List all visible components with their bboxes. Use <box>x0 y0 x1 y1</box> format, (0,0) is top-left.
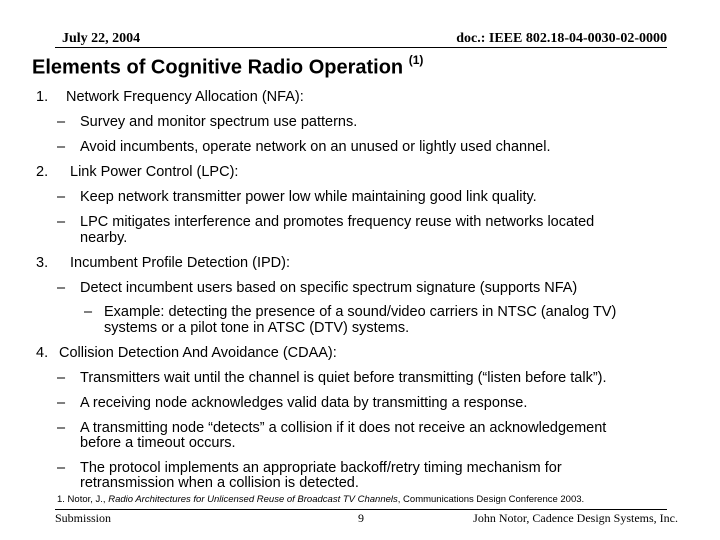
item-3-label: Incumbent Profile Detection (IPD): <box>70 255 291 271</box>
footer-author: John Notor, Cadence Design Systems, Inc. <box>473 511 678 525</box>
dash: – <box>57 214 66 230</box>
item-1-sub-2: Avoid incumbents, operate network on an unused or lightly used channel. <box>80 139 551 155</box>
header-rule <box>55 47 667 48</box>
item-2-sub-2-line-2: nearby. <box>80 230 128 246</box>
item-3-sub-1: Detect incumbent users based on specific spectrum signature (supports NFA) <box>80 280 578 296</box>
item-4-sub-3-line-1: A transmitting node “detects” a collision if it does not receive an acknowledgement <box>80 420 607 436</box>
item-4-sub-4-line-2: retransmission when a collision is detected. <box>80 475 359 491</box>
item-4-sub-1: Transmitters wait until the channel is quiet before transmitting (“listen before talk”). <box>80 370 607 386</box>
item-4-sub-4-line-1: The protocol implements an appropriate backoff/retry timing mechanism for <box>80 460 562 476</box>
item-4-number: 4. <box>36 345 49 361</box>
item-3-subsub-line-2: systems or a pilot tone in ATSC (DTV) systems. <box>104 320 410 336</box>
footnote-title: Radio Architectures for Unlicensed Reuse of Broadcast TV Channels <box>108 494 398 505</box>
footnote <box>57 494 584 505</box>
item-2-sub-1: Keep network transmitter power low while maintaining good link quality. <box>80 189 537 205</box>
dash: – <box>57 114 66 130</box>
footer-submission: Submission <box>55 511 112 525</box>
item-4-sub-2: A receiving node acknowledges valid data by transmitting a response. <box>80 395 528 411</box>
slide-title <box>32 55 423 80</box>
dash: – <box>57 139 66 155</box>
dash: – <box>57 280 66 296</box>
dash: – <box>57 420 66 436</box>
dash: – <box>57 370 66 386</box>
item-2-sub-2-line-1: LPC mitigates interference and promotes frequency reuse with networks located <box>80 214 595 230</box>
item-2-label: Link Power Control (LPC): <box>70 164 239 180</box>
slide-title-text: Elements of Cognitive Radio Operation <box>32 56 404 79</box>
dash: – <box>84 304 93 320</box>
title-footnote-marker: (1) <box>408 53 424 67</box>
item-1-number: 1. <box>36 89 49 105</box>
item-4-label: Collision Detection And Avoidance (CDAA): <box>59 345 337 361</box>
dash: – <box>57 460 66 476</box>
item-1-label: Network Frequency Allocation (NFA): <box>66 89 304 105</box>
item-4-sub-3-line-2: before a timeout occurs. <box>80 435 236 451</box>
dash: – <box>57 395 66 411</box>
footnote-prefix: 1. Notor, J., <box>57 494 109 505</box>
footnote-suffix: , Communications Design Conference 2003. <box>397 494 585 505</box>
header-date: July 22, 2004 <box>62 31 141 46</box>
item-1-sub-1: Survey and monitor spectrum use patterns. <box>80 114 358 130</box>
item-3-subsub-line-1: Example: detecting the presence of a sound/video carriers in NTSC (analog TV) <box>104 304 617 320</box>
header-doc-id: doc.: IEEE 802.18-04-0030-02-0000 <box>456 31 667 46</box>
item-3-number: 3. <box>36 255 49 271</box>
footer-page-number: 9 <box>358 511 364 525</box>
footer-rule <box>55 509 667 510</box>
dash: – <box>57 189 66 205</box>
item-2-number: 2. <box>36 164 49 180</box>
